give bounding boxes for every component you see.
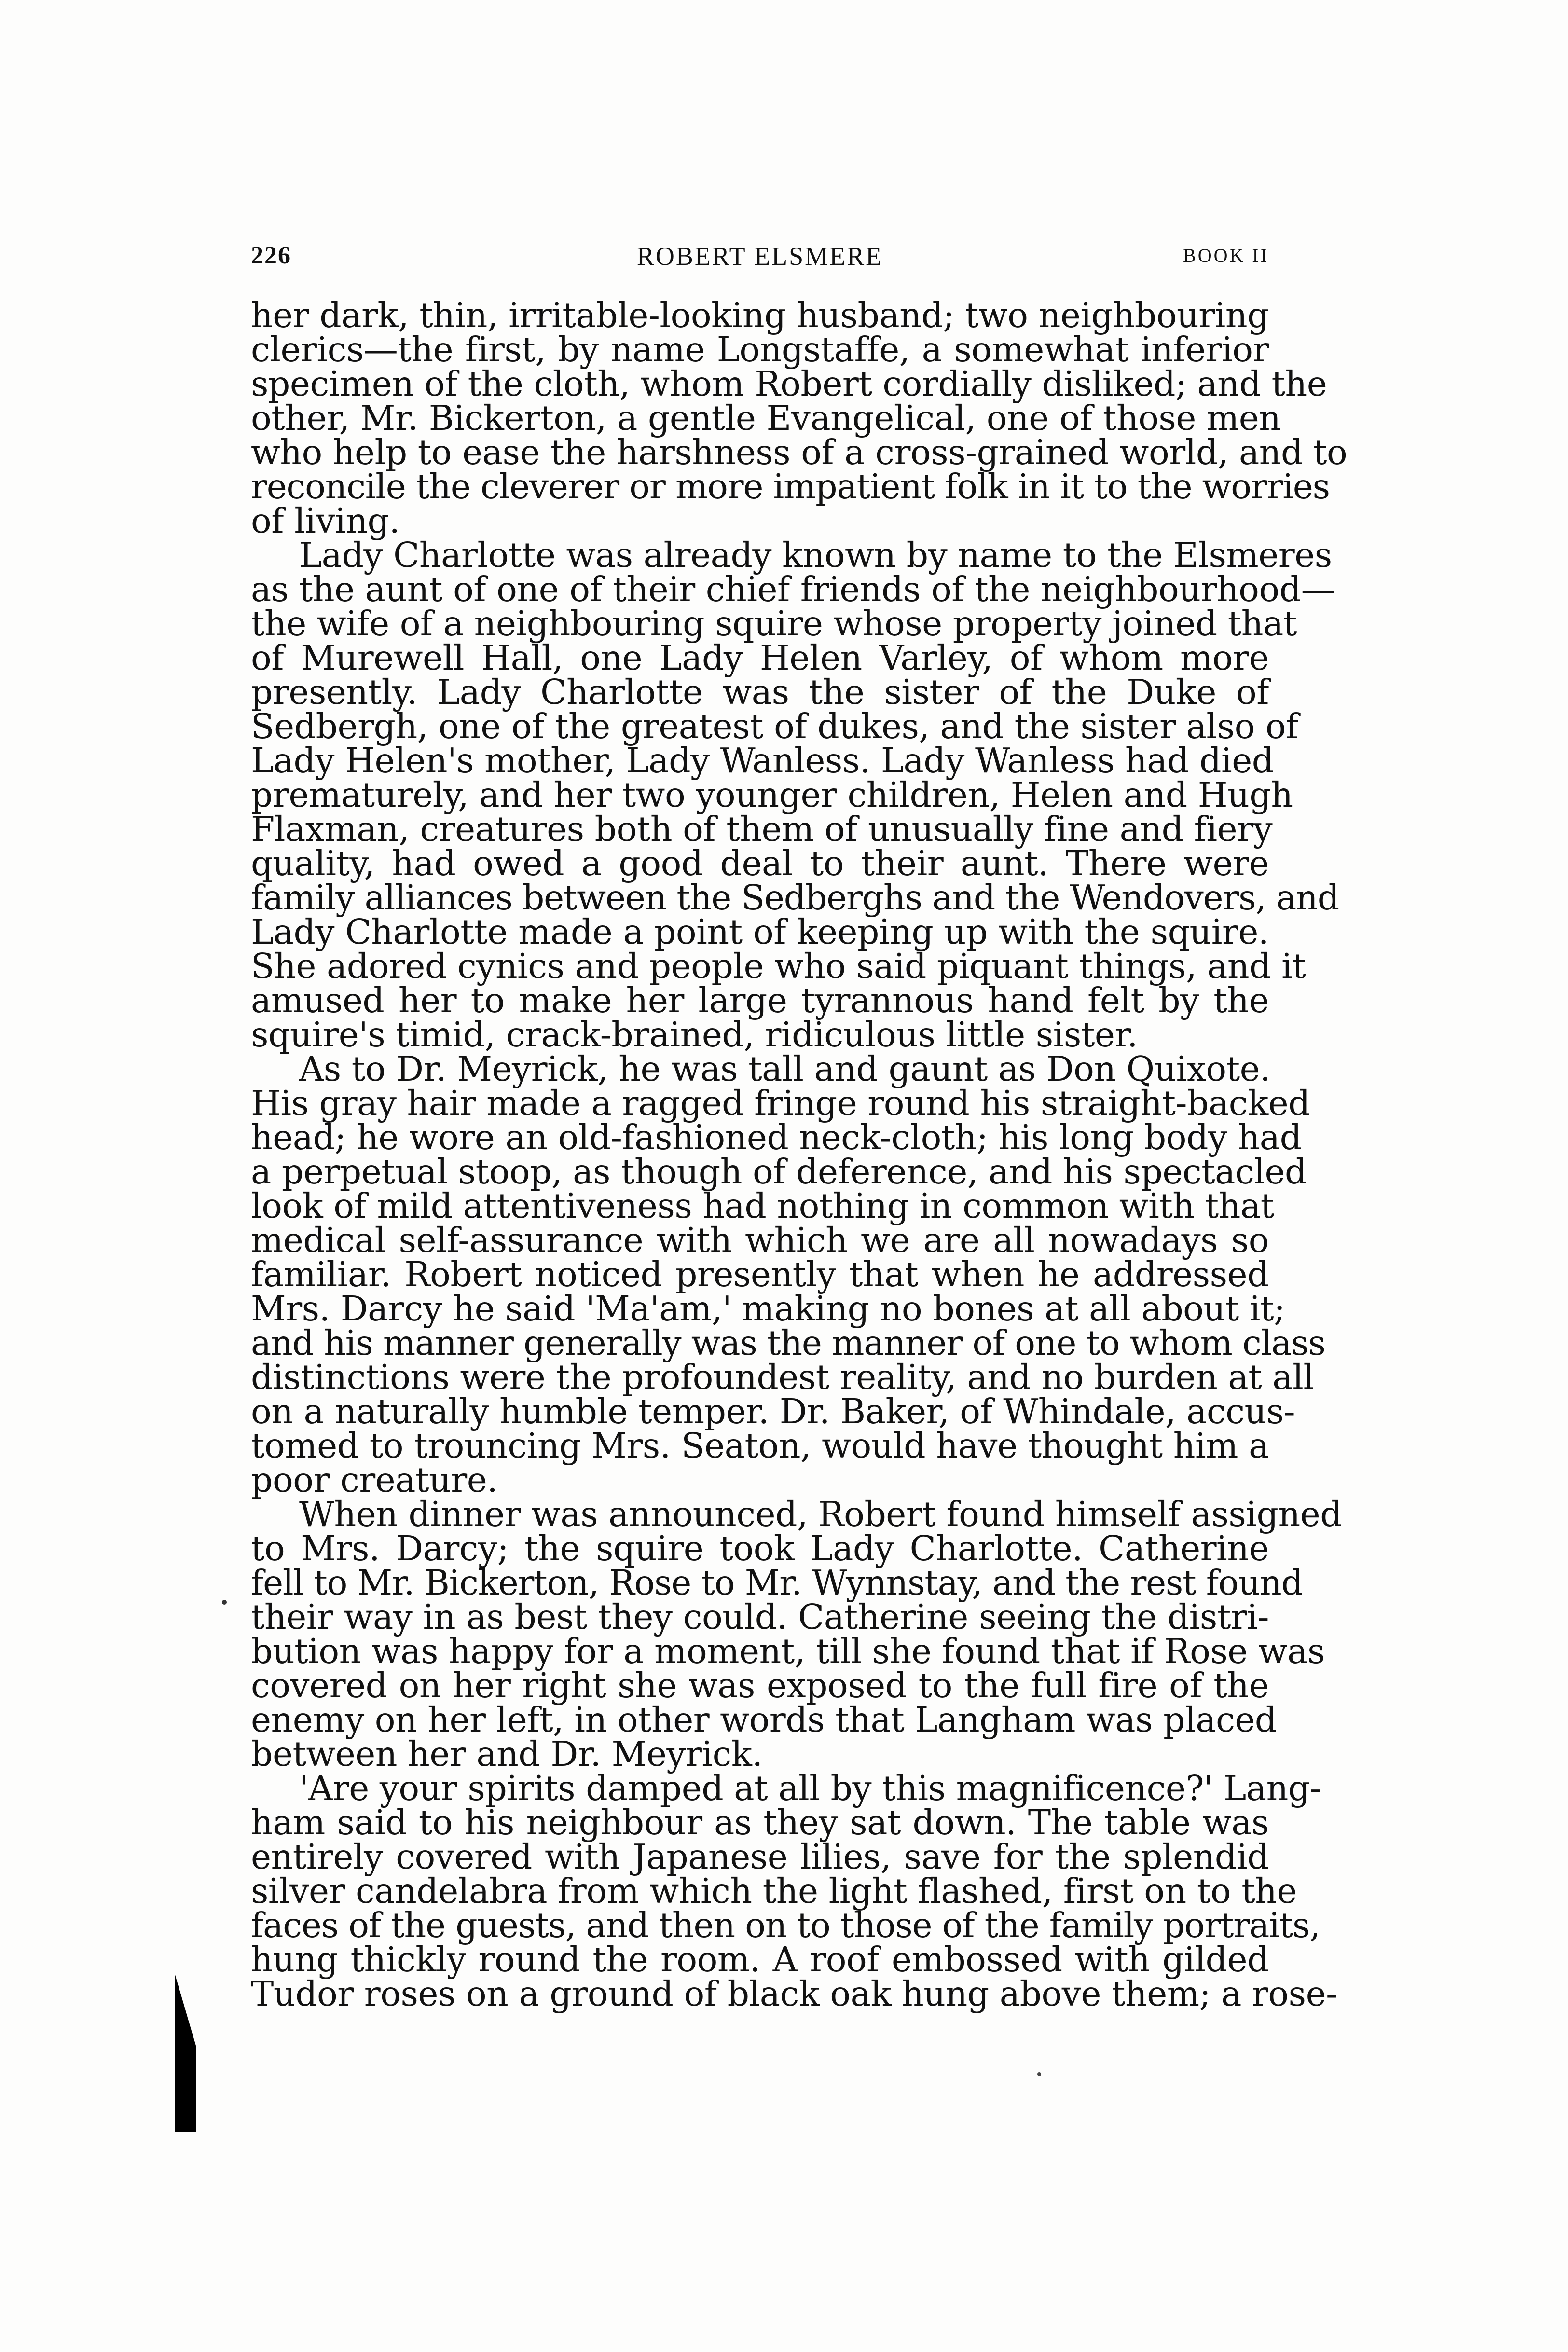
margin-tab-mark — [175, 1973, 196, 2132]
text-line: look of mild attentiveness had nothing in common with that — [251, 1186, 1274, 1226]
running-title: ROBERT ELSMERE — [636, 242, 883, 271]
text-line: silver candelabra from which the light flashed, first on to the — [251, 1871, 1297, 1911]
text-line: clerics—the first, by name Longstaffe, a somewhat inferior — [251, 330, 1269, 370]
text-line: head; he wore an old-fashioned neck-cloth; his long body had — [251, 1117, 1302, 1157]
text-line: other, Mr. Bickerton, a gentle Evangelical, one of those men — [251, 398, 1281, 438]
book-label: BOOK II — [1183, 245, 1269, 266]
text-line: her dark, thin, irritable-looking husband; two neighbouring — [251, 295, 1269, 335]
text-line: poor creature. — [251, 1460, 498, 1500]
text-line: who help to ease the harshness of a cross-grained world, and to — [251, 432, 1348, 472]
text-line: fell to Mr. Bickerton, Rose to Mr. Wynnstay, and the rest found — [251, 1563, 1303, 1603]
text-line: tomed to trouncing Mrs. Seaton, would have thought him a — [251, 1426, 1269, 1466]
text-line: and his manner generally was the manner of one to whom class — [251, 1323, 1325, 1363]
text-line: Mrs. Darcy he said 'Ma'am,' making no bones at all about it; — [251, 1289, 1285, 1329]
text-line: their way in as best they could. Catherine seeing the distri- — [251, 1597, 1269, 1637]
text-line: family alliances between the Sedberghs and the Wendovers, and — [251, 878, 1339, 918]
text-line: 'Are your spirits damped at all by this magnificence?' Lang- — [299, 1768, 1321, 1808]
text-line: amused her to make her large tyrannous hand felt by the — [251, 980, 1269, 1020]
text-line: When dinner was announced, Robert found himself assigned — [299, 1494, 1342, 1534]
text-line: covered on her right she was exposed to the full fire of the — [251, 1665, 1269, 1706]
text-line: faces of the guests, and then on to those of the family portraits, — [251, 1905, 1320, 1945]
text-line: distinctions were the profoundest reality, and no burden at all — [251, 1357, 1314, 1397]
text-line: familiar. Robert noticed presently that when he addressed — [251, 1254, 1269, 1294]
text-line: entirely covered with Japanese lilies, save for the splendid — [251, 1837, 1269, 1877]
text-line: hung thickly round the room. A roof embossed with gilded — [251, 1939, 1269, 1980]
bottom-speck — [1037, 2072, 1041, 2076]
text-line: bution was happy for a moment, till she found that if Rose was — [251, 1631, 1325, 1671]
margin-mark-dot — [222, 1600, 227, 1605]
text-line: She adored cynics and people who said piquant things, and it — [251, 946, 1306, 986]
text-line: as the aunt of one of their chief friends of the neighbourhood— — [251, 569, 1335, 609]
text-line: Sedbergh, one of the greatest of dukes, and the sister also of — [251, 706, 1298, 746]
margin-tab-shape — [175, 1973, 196, 2132]
text-line: specimen of the cloth, whom Robert cordially disliked; and the — [251, 364, 1327, 404]
text-line: Tudor roses on a ground of black oak hung above them; a rose- — [251, 1974, 1337, 2014]
text-line: Lady Charlotte was already known by name to the Elsmeres — [299, 535, 1332, 575]
text-line: to Mrs. Darcy; the squire took Lady Charlotte. Catherine — [251, 1528, 1269, 1568]
text-line: a perpetual stoop, as though of deference, and his spectacled — [251, 1152, 1307, 1192]
text-line: reconcile the cleverer or more impatient folk in it to the worries — [251, 467, 1330, 507]
running-header — [251, 241, 1269, 285]
text-line: medical self-assurance with which we are all nowadays so — [251, 1220, 1269, 1260]
text-line: of Murewell Hall, one Lady Helen Varley, of whom more — [251, 638, 1269, 678]
text-line: enemy on her left, in other words that Langham was placed — [251, 1700, 1277, 1740]
text-line: of living. — [251, 501, 400, 541]
text-line: Lady Helen's mother, Lady Wanless. Lady Wanless had died — [251, 741, 1274, 781]
text-line: between her and Dr. Meyrick. — [251, 1734, 763, 1774]
text-line: quality, had owed a good deal to their aunt. There were — [251, 843, 1269, 883]
text-line: presently. Lady Charlotte was the sister of the Duke of — [251, 672, 1269, 712]
text-line: ham said to his neighbour as they sat down. The table was — [251, 1802, 1269, 1843]
text-line: As to Dr. Meyrick, he was tall and gaunt as Don Quixote. — [299, 1049, 1271, 1089]
text-line: His gray hair made a ragged fringe round his straight-backed — [251, 1083, 1310, 1123]
text-line: prematurely, and her two younger children, Helen and Hugh — [251, 775, 1293, 815]
text-line: Flaxman, creatures both of them of unusually fine and fiery — [251, 809, 1273, 849]
text-line: on a naturally humble temper. Dr. Baker, of Whindale, accus- — [251, 1391, 1295, 1431]
text-line: Lady Charlotte made a point of keeping up with the squire. — [251, 912, 1269, 952]
text-line: the wife of a neighbouring squire whose property joined that — [251, 604, 1297, 644]
page-number: 226 — [251, 242, 291, 269]
text-line: squire's timid, crack-brained, ridiculous little sister. — [251, 1015, 1138, 1055]
body-text — [251, 295, 1348, 2014]
